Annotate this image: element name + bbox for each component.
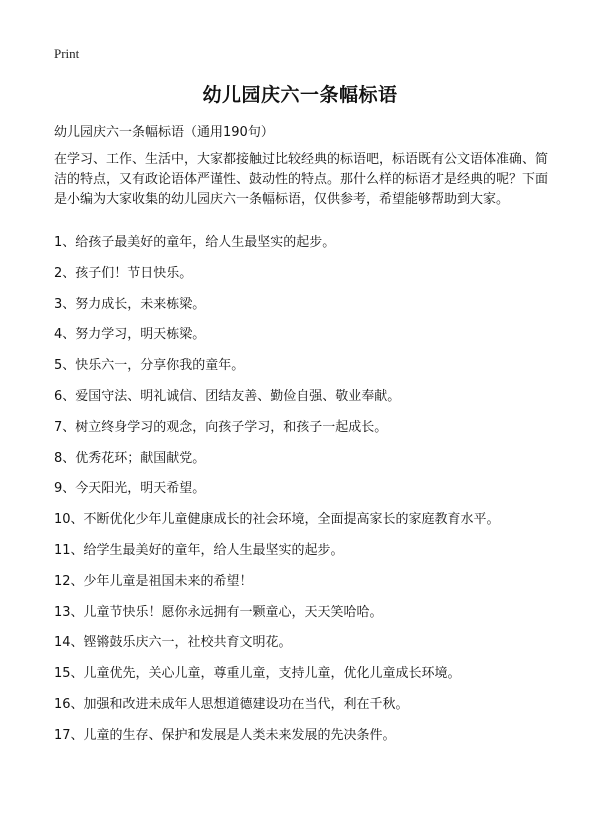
slogan-item: 9、今天阳光，明天希望。 (54, 481, 206, 497)
slogan-item: 15、儿童优先，关心儿童，尊重儿童，支持儿童，优化儿童成长环境。 (54, 666, 461, 682)
slogan-list (54, 234, 574, 758)
slogan-item: 4、努力学习，明天栋梁。 (54, 327, 206, 343)
slogan-item: 17、儿童的生存、保护和发展是人类未来发展的先决条件。 (54, 727, 396, 743)
slogan-item: 10、不断优化少年儿童健康成长的社会环境，全面提高家长的家庭教育水平。 (54, 512, 500, 528)
slogan-item: 6、爱国守法、明礼诚信、团结友善、勤俭自强、敬业奉献。 (54, 388, 401, 404)
slogan-item: 13、儿童节快乐！愿你永远拥有一颗童心，天天笑哈哈。 (54, 604, 383, 620)
slogan-item: 8、优秀花环；献国献党。 (54, 450, 206, 466)
slogan-item: 14、铿锵鼓乐庆六一，社校共育文明花。 (54, 635, 292, 651)
slogan-item: 5、快乐六一，分享你我的童年。 (54, 358, 245, 374)
document-subtitle: 幼儿园庆六一条幅标语（通用190句） (54, 125, 274, 140)
page-title: 幼儿园庆六一条幅标语 (202, 84, 398, 106)
slogan-item: 3、努力成长，未来栋梁。 (54, 296, 206, 312)
print-link[interactable]: Print (54, 46, 80, 61)
intro-paragraph: 在学习、工作、生活中，大家都接触过比较经典的标语吧，标语既有公文语体准确、简洁的特点，又有政论语体严谨性、鼓动性的特点。那什么样的标语才是经典的呢？下面是小编为大家收集的幼儿园庆六一条幅标语，仅供参考，希望能够帮助到大家。 (54, 152, 549, 207)
slogan-item: 11、给学生最美好的童年，给人生最坚实的起步。 (54, 542, 344, 558)
slogan-item: 16、加强和改进未成年人思想道德建设功在当代，利在千秋。 (54, 696, 409, 712)
slogan-item: 1、给孩子最美好的童年，给人生最坚实的起步。 (54, 235, 336, 250)
slogan-item: 2、孩子们！节日快乐。 (54, 265, 193, 281)
slogan-item: 7、树立终身学习的观念，向孩子学习，和孩子一起成长。 (54, 419, 388, 435)
slogan-item: 12、少年儿童是祖国未来的希望！ (54, 573, 253, 589)
